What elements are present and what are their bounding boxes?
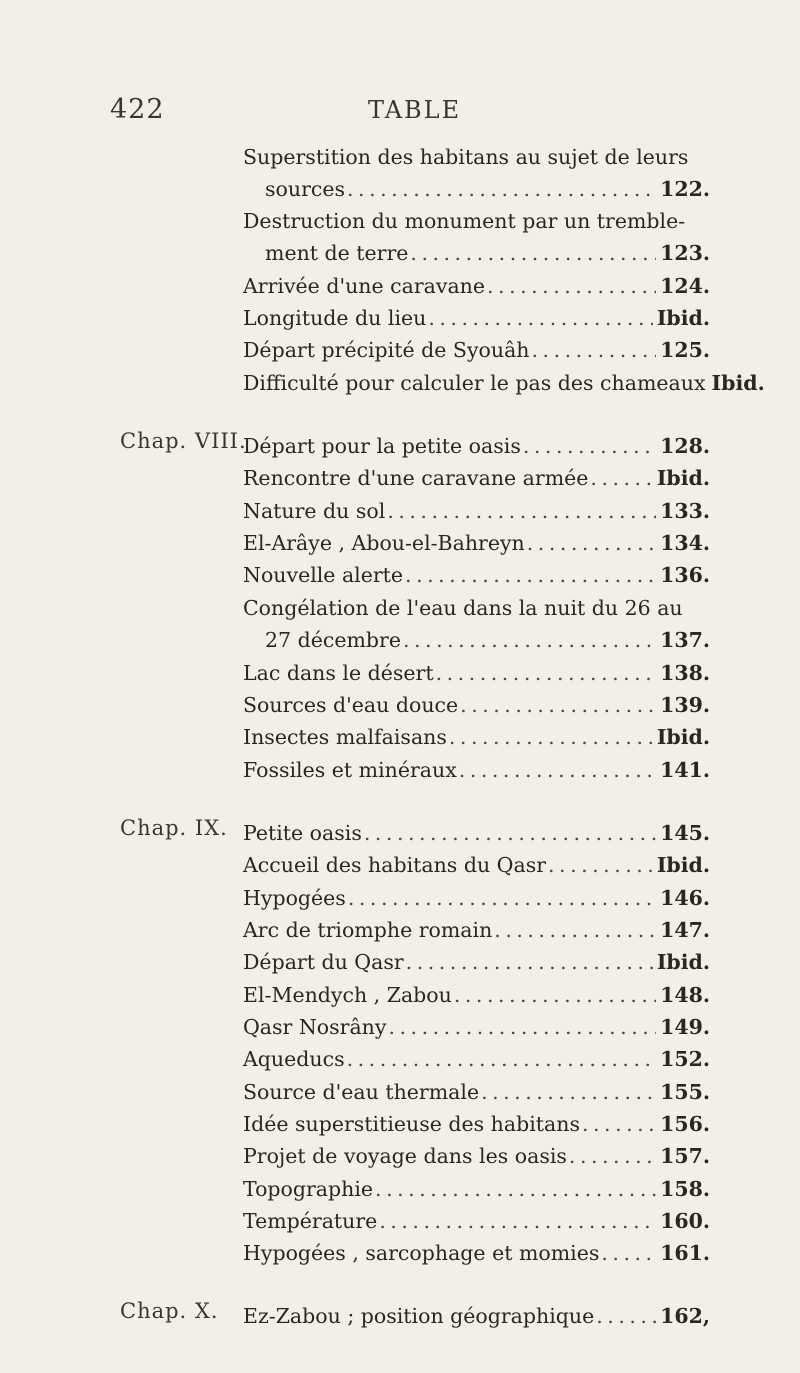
dot-leader bbox=[527, 526, 656, 560]
entry-text: Arc de triomphe romain bbox=[243, 918, 493, 942]
dot-leader bbox=[347, 1042, 656, 1076]
entry-page-number: 162 bbox=[660, 1304, 703, 1328]
toc-entry bbox=[243, 688, 710, 722]
entry-page-number: 141 bbox=[660, 758, 703, 782]
toc-entry bbox=[243, 881, 710, 915]
entry-text: Aqueducs bbox=[243, 1047, 345, 1071]
dot-leader bbox=[487, 269, 656, 303]
chapter-label: Chap. X. bbox=[120, 1299, 219, 1323]
dot-leader bbox=[449, 720, 653, 754]
entry-text: Superstition des habitans au sujet de leurs bbox=[243, 145, 689, 169]
entry-text: Lac dans le désert bbox=[243, 661, 434, 685]
entry-page-number: 137 bbox=[660, 628, 703, 652]
toc-entry bbox=[243, 816, 710, 850]
entry-page-number: Ibid bbox=[656, 853, 703, 877]
dot-leader bbox=[481, 1075, 656, 1109]
entry-text: Départ précipité de Syouâh bbox=[243, 338, 530, 362]
entry-text: Qasr Nosrâny bbox=[243, 1015, 387, 1039]
entry-page-number: 124 bbox=[660, 274, 703, 298]
dot-leader bbox=[548, 848, 653, 882]
entry-text: El-Mendych , Zabou bbox=[243, 983, 452, 1007]
dot-leader bbox=[379, 1204, 656, 1238]
dot-leader bbox=[454, 978, 656, 1012]
entry-terminal-punctuation: . bbox=[702, 499, 710, 523]
entry-terminal-punctuation: . bbox=[702, 1112, 710, 1136]
entry-terminal-punctuation: . bbox=[702, 1080, 710, 1104]
entry-terminal-punctuation: . bbox=[702, 918, 710, 942]
toc-entry bbox=[243, 978, 710, 1012]
entry-terminal-punctuation: . bbox=[757, 371, 765, 395]
entry-terminal-punctuation: . bbox=[702, 1144, 710, 1168]
entry-terminal-punctuation: . bbox=[702, 821, 710, 845]
entry-text: Fossiles et minéraux bbox=[243, 758, 457, 782]
dot-leader bbox=[403, 623, 656, 657]
entry-terminal-punctuation: . bbox=[702, 177, 710, 201]
toc-entry bbox=[243, 333, 710, 367]
dot-leader bbox=[428, 301, 652, 335]
chapter-label: Chap. VIII. bbox=[120, 429, 247, 453]
entry-terminal-punctuation: . bbox=[702, 1241, 710, 1265]
entry-text: Nouvelle alerte bbox=[243, 563, 404, 587]
dot-leader bbox=[601, 1236, 656, 1270]
dot-leader bbox=[364, 816, 656, 850]
toc-entry bbox=[243, 945, 710, 979]
dot-leader bbox=[405, 558, 656, 592]
entry-text: Ez-Zabou ; position géographique bbox=[243, 1304, 595, 1328]
dot-leader bbox=[387, 494, 656, 528]
entry-terminal-punctuation: . bbox=[702, 983, 710, 1007]
entry-terminal-punctuation: . bbox=[702, 466, 710, 490]
entry-text: Insectes malfaisans bbox=[243, 725, 447, 749]
toc-entry bbox=[243, 1010, 710, 1044]
entry-page-number: 125 bbox=[660, 338, 703, 362]
entry-text: Destruction du monument par un tremble- bbox=[243, 209, 686, 233]
entry-page-number: 148 bbox=[660, 983, 703, 1007]
toc-entry bbox=[243, 913, 710, 947]
dot-leader bbox=[460, 688, 656, 722]
toc-entry bbox=[243, 753, 710, 787]
entry-page-number: 157 bbox=[660, 1144, 703, 1168]
dot-leader bbox=[388, 1010, 656, 1044]
entry-terminal-punctuation: . bbox=[702, 563, 710, 587]
entry-terminal-punctuation: . bbox=[702, 531, 710, 555]
dot-leader bbox=[596, 1299, 656, 1333]
entry-text: El-Arâye , Abou-el-Bahreyn bbox=[243, 531, 525, 555]
entry-terminal-punctuation: . bbox=[702, 1177, 710, 1201]
entry-page-number: 139 bbox=[660, 693, 703, 717]
toc-entry bbox=[243, 1075, 710, 1109]
entry-text: Hypogées , sarcophage et momies bbox=[243, 1241, 600, 1265]
toc-entry bbox=[243, 429, 710, 463]
entry-text: Sources d'eau douce bbox=[243, 693, 459, 717]
toc-entry bbox=[243, 1299, 710, 1333]
entry-page-number: 158 bbox=[660, 1177, 703, 1201]
entry-terminal-punctuation: . bbox=[702, 1047, 710, 1071]
entry-terminal-punctuation: . bbox=[702, 1015, 710, 1039]
toc-entry bbox=[243, 558, 710, 592]
dot-leader bbox=[410, 236, 656, 270]
entry-terminal-punctuation: . bbox=[702, 434, 710, 458]
dot-leader bbox=[459, 753, 656, 787]
entry-page-number: 133 bbox=[660, 499, 703, 523]
entry-terminal-punctuation: . bbox=[702, 241, 710, 265]
entry-page-number: 146 bbox=[660, 886, 703, 910]
entry-page-number: Ibid bbox=[711, 371, 758, 395]
entry-page-number: 145 bbox=[660, 821, 703, 845]
page-header bbox=[0, 94, 800, 134]
entry-terminal-punctuation: . bbox=[702, 758, 710, 782]
entry-text: Longitude du lieu bbox=[243, 306, 427, 330]
dot-leader bbox=[348, 881, 656, 915]
entry-text: Température bbox=[243, 1209, 378, 1233]
toc-entry bbox=[243, 1107, 710, 1141]
entry-page-number: 160 bbox=[660, 1209, 703, 1233]
entry-text: Source d'eau thermale bbox=[243, 1080, 480, 1104]
toc-entry bbox=[243, 494, 710, 528]
toc-entry bbox=[243, 269, 710, 303]
entry-page-number: 161 bbox=[660, 1241, 703, 1265]
toc-entry bbox=[243, 526, 710, 560]
entry-text: Accueil des habitans du Qasr bbox=[243, 853, 547, 877]
entry-text: sources bbox=[265, 177, 345, 201]
toc-entry bbox=[265, 623, 710, 657]
dot-leader bbox=[582, 1107, 656, 1141]
dot-leader bbox=[406, 945, 653, 979]
entry-page-number: 156 bbox=[660, 1112, 703, 1136]
entry-page-number: 128 bbox=[660, 434, 703, 458]
page-number: 422 bbox=[110, 94, 165, 125]
toc-entry bbox=[243, 1172, 710, 1206]
dot-leader bbox=[347, 172, 656, 206]
toc-entry bbox=[265, 236, 710, 270]
entry-text: Départ pour la petite oasis bbox=[243, 434, 521, 458]
dot-leader bbox=[532, 333, 657, 367]
toc-entry-heading-line bbox=[243, 591, 710, 625]
entry-text: Idée superstitieuse des habitans bbox=[243, 1112, 580, 1136]
entry-page-number: 134 bbox=[660, 531, 703, 555]
entry-text: ment de terre bbox=[265, 241, 409, 265]
entry-page-number: Ibid bbox=[656, 466, 703, 490]
toc-entry bbox=[243, 1236, 710, 1270]
entry-terminal-punctuation: . bbox=[702, 886, 710, 910]
entry-text: 27 décembre bbox=[265, 628, 401, 652]
chapter-label: Chap. IX. bbox=[120, 816, 228, 840]
entry-terminal-punctuation: . bbox=[702, 628, 710, 652]
running-title: TABLE bbox=[368, 96, 462, 124]
toc-entry bbox=[243, 1204, 710, 1238]
entry-terminal-punctuation: . bbox=[702, 661, 710, 685]
entry-terminal-punctuation: . bbox=[702, 1209, 710, 1233]
entry-text: Projet de voyage dans les oasis bbox=[243, 1144, 567, 1168]
dot-leader bbox=[523, 429, 656, 463]
entry-page-number: Ibid bbox=[656, 950, 703, 974]
entry-terminal-punctuation: . bbox=[702, 693, 710, 717]
dot-leader bbox=[494, 913, 656, 947]
entry-text: Départ du Qasr bbox=[243, 950, 404, 974]
toc-entry bbox=[243, 656, 710, 690]
toc-entry bbox=[265, 172, 710, 206]
entry-terminal-punctuation: . bbox=[702, 274, 710, 298]
entry-terminal-punctuation: . bbox=[702, 725, 710, 749]
toc-entry bbox=[243, 1139, 710, 1173]
entry-page-number: 155 bbox=[660, 1080, 703, 1104]
dot-leader bbox=[569, 1139, 656, 1173]
entry-text: Arrivée d'une caravane bbox=[243, 274, 485, 298]
entry-text: Rencontre d'une caravane armée bbox=[243, 466, 589, 490]
entry-page-number: 122 bbox=[660, 177, 703, 201]
entry-terminal-punctuation: . bbox=[702, 338, 710, 362]
dot-leader bbox=[436, 656, 656, 690]
entry-terminal-punctuation: . bbox=[702, 306, 710, 330]
entry-page-number: 138 bbox=[660, 661, 703, 685]
toc-entry bbox=[243, 1042, 710, 1076]
entry-terminal-punctuation: . bbox=[702, 853, 710, 877]
toc-entry-heading-line bbox=[243, 140, 710, 174]
toc-entry-heading-line bbox=[243, 204, 710, 238]
toc-entry bbox=[243, 301, 710, 335]
entry-page-number: Ibid bbox=[656, 306, 703, 330]
dot-leader bbox=[590, 461, 652, 495]
dot-leader bbox=[375, 1172, 656, 1206]
entry-text: Petite oasis bbox=[243, 821, 362, 845]
entry-page-number: Ibid bbox=[656, 725, 703, 749]
toc-entry bbox=[243, 720, 710, 754]
entry-page-number: 152 bbox=[660, 1047, 703, 1071]
entry-text: Topographie bbox=[243, 1177, 374, 1201]
entry-page-number: 123 bbox=[660, 241, 703, 265]
entry-text: Nature du sol bbox=[243, 499, 386, 523]
entry-terminal-punctuation: , bbox=[702, 1304, 710, 1328]
entry-text: Congélation de l'eau dans la nuit du 26 au bbox=[243, 596, 683, 620]
toc-entry bbox=[243, 461, 710, 495]
entry-text: Hypogées bbox=[243, 886, 346, 910]
entry-page-number: 149 bbox=[660, 1015, 703, 1039]
toc-entry bbox=[243, 366, 765, 400]
entry-page-number: 136 bbox=[660, 563, 703, 587]
toc-entry bbox=[243, 848, 710, 882]
entry-text: Difficulté pour calculer le pas des chameaux bbox=[243, 371, 706, 395]
entry-terminal-punctuation: . bbox=[702, 950, 710, 974]
entry-page-number: 147 bbox=[660, 918, 703, 942]
